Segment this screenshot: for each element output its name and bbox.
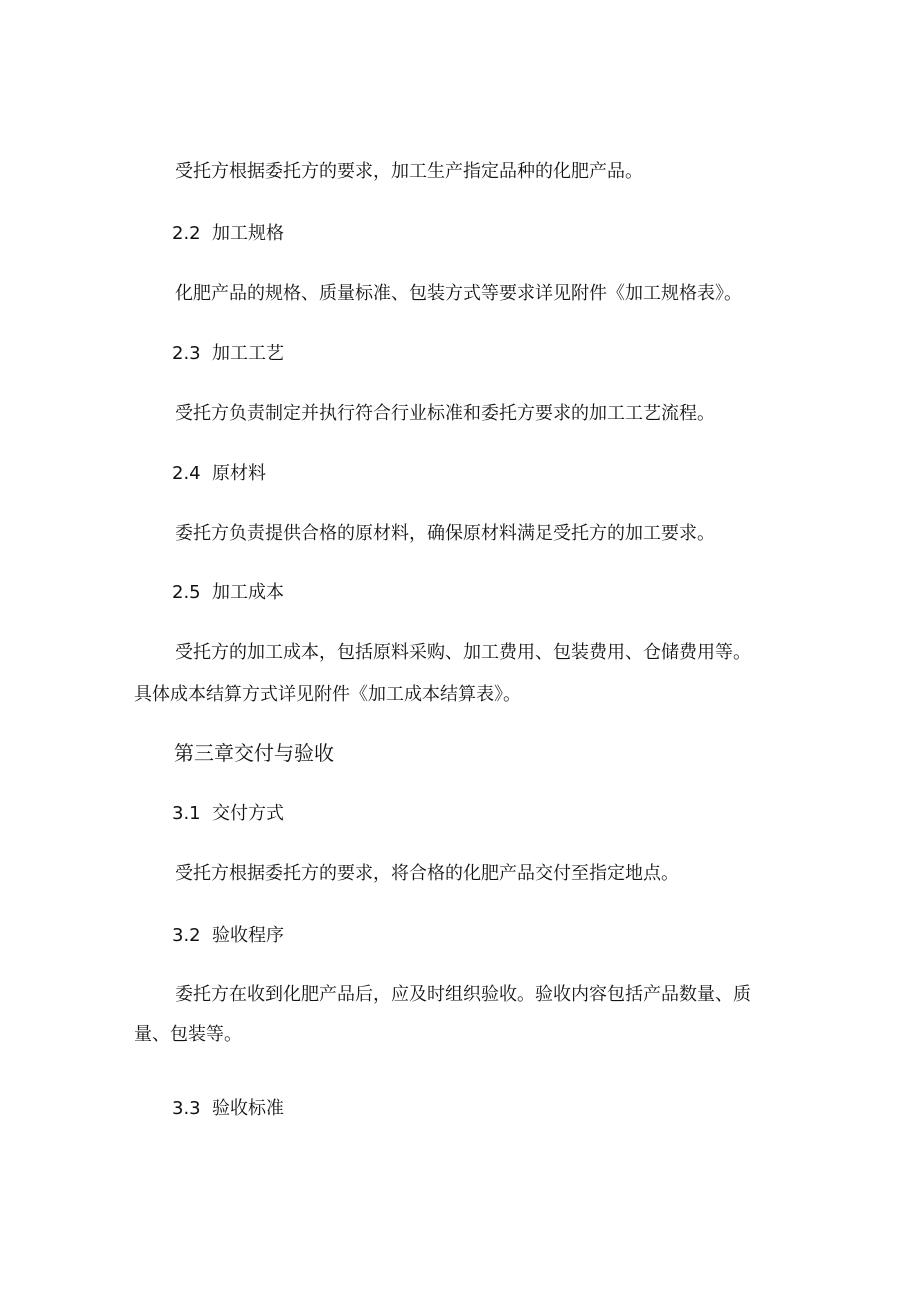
section-heading-2-3 xyxy=(172,342,284,366)
section-heading-2-4 xyxy=(172,462,266,486)
paragraph-3-2-line-1: 委托方在收到化肥产品后，应及时组织验收。验收内容包括产品数量、质 xyxy=(175,984,751,1005)
paragraph-3-1: 受托方根据委托方的要求，将合格的化肥产品交付至指定地点。 xyxy=(175,863,679,884)
section-title: 加工工艺 xyxy=(212,343,284,364)
section-number: 3.3 xyxy=(172,1098,201,1119)
section-heading-3-3 xyxy=(172,1097,284,1121)
section-title: 交付方式 xyxy=(212,803,284,824)
section-number: 2.5 xyxy=(172,582,201,603)
section-heading-3-2 xyxy=(172,924,284,948)
section-number: 2.4 xyxy=(172,463,201,484)
paragraph-3-2-line-2: 量、包装等。 xyxy=(134,1024,242,1045)
section-heading-2-5 xyxy=(172,581,284,605)
paragraph-2-3: 受托方负责制定并执行符合行业标准和委托方要求的加工工艺流程。 xyxy=(175,403,715,424)
section-number: 2.2 xyxy=(172,223,201,244)
paragraph-2-5-line-2: 具体成本结算方式详见附件《加工成本结算表》。 xyxy=(134,684,521,705)
section-heading-2-2 xyxy=(172,222,284,246)
section-title: 验收程序 xyxy=(212,925,284,946)
paragraph-2-4: 委托方负责提供合格的原材料，确保原材料满足受托方的加工要求。 xyxy=(175,523,715,544)
paragraph-2-5-line-1: 受托方的加工成本，包括原料采购、加工费用、包装费用、仓储费用等。 xyxy=(175,642,751,663)
section-title: 加工成本 xyxy=(212,582,284,603)
section-heading-3-1 xyxy=(172,802,284,826)
section-title: 原材料 xyxy=(212,463,266,484)
section-number: 3.2 xyxy=(172,925,201,946)
paragraph-2-1: 受托方根据委托方的要求，加工生产指定品种的化肥产品。 xyxy=(175,161,643,182)
section-number: 2.3 xyxy=(172,343,201,364)
section-number: 3.1 xyxy=(172,803,201,824)
chapter-3-heading: 第三章交付与验收 xyxy=(174,741,334,765)
section-title: 加工规格 xyxy=(212,223,284,244)
section-title: 验收标准 xyxy=(212,1098,284,1119)
paragraph-2-2: 化肥产品的规格、质量标准、包装方式等要求详见附件《加工规格表》。 xyxy=(175,283,742,304)
